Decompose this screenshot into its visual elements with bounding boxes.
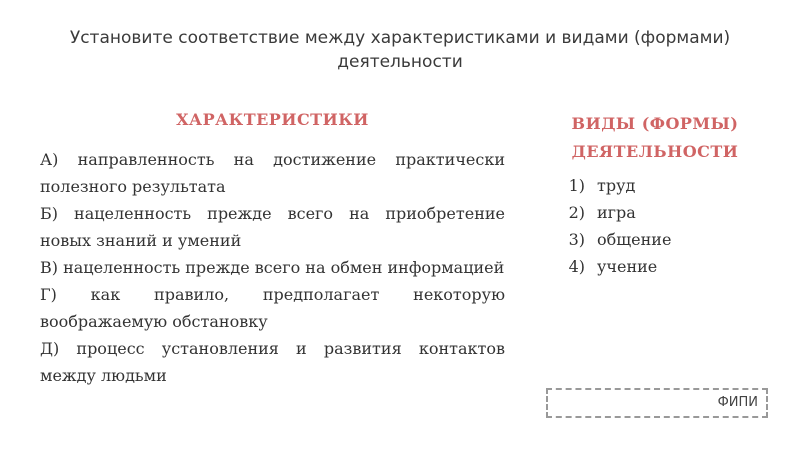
type-number: 2): [568, 203, 585, 222]
characteristics-list: [40, 146, 505, 389]
type-item-2: [545, 199, 745, 226]
type-label: учение: [597, 257, 658, 276]
characteristic-a: А) направленность на достижение практически полезного результата: [40, 150, 505, 196]
characteristic-g: Г) как правило, предполагает некоторую воображаемую обстановку: [40, 285, 505, 331]
type-label: общение: [597, 230, 672, 249]
type-item-4: [545, 253, 745, 280]
type-label: труд: [597, 176, 636, 195]
types-heading: ВИДЫ (ФОРМЫ) ДЕЯТЕЛЬНОСТИ: [571, 114, 739, 161]
type-number: 3): [568, 230, 585, 249]
characteristic-v: В) нацеленность прежде всего на обмен информацией: [40, 258, 505, 277]
characteristic-d: Д) процесс установления и развития контактов между людьми: [40, 339, 505, 385]
type-number: 4): [568, 257, 585, 276]
fipi-source-box: ФИПИ: [546, 388, 768, 418]
types-list: [545, 172, 745, 280]
characteristic-b: Б) нацеленность прежде всего на приобретение новых знаний и умений: [40, 204, 505, 250]
characteristics-heading: ХАРАКТЕРИСТИКИ: [176, 110, 369, 129]
type-item-3: [545, 226, 745, 253]
page-title: Установите соответствие между характеристиками и видами (формами) деятельности: [69, 28, 731, 72]
type-item-1: [545, 172, 745, 199]
type-label: игра: [597, 203, 636, 222]
type-number: 1): [568, 176, 585, 195]
